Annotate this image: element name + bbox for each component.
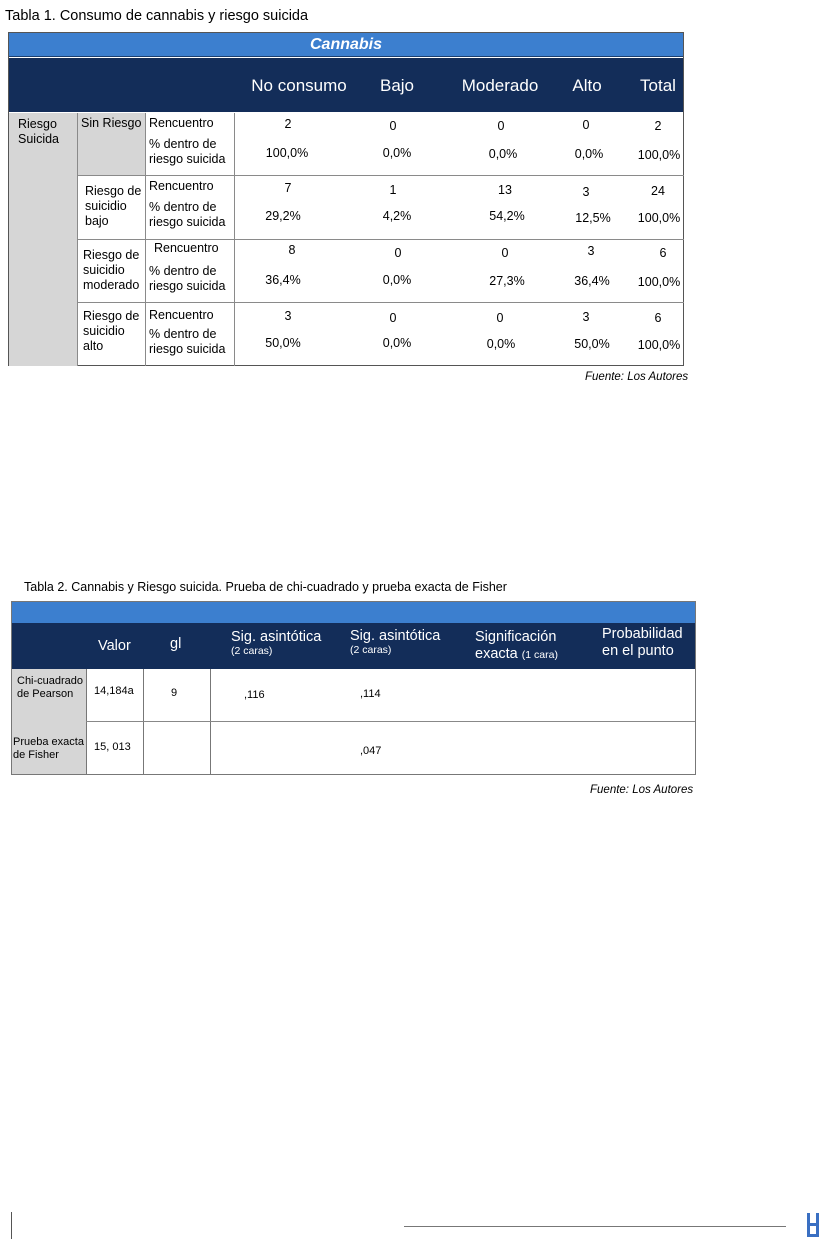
cell: 100,0% xyxy=(637,148,681,162)
cell: ,047 xyxy=(360,745,382,757)
row-label-riesgo-alto: Riesgo de suicidio alto xyxy=(83,309,140,353)
table1 xyxy=(8,32,684,366)
row-label-chi-line2: de Pearson xyxy=(17,688,74,700)
col-header-sig2-title: Sig. asintótica xyxy=(350,628,441,644)
col-header-significacion xyxy=(475,629,558,664)
measure-pct-label: % dentro de riesgo suicida xyxy=(149,137,226,166)
cell: 6 xyxy=(654,311,662,325)
col-header-signif-line2: exacta xyxy=(475,646,518,662)
col-header-sig2 xyxy=(350,628,440,656)
cell: 50,0% xyxy=(574,337,610,351)
row-group-label xyxy=(18,117,59,147)
table1-header-row xyxy=(9,58,683,112)
cell: 3 xyxy=(587,244,595,258)
row-label-riesgo-moderado: Riesgo de suicidio moderado xyxy=(83,248,140,292)
col-header-sig2-sub: (2 caras) xyxy=(350,644,392,656)
cell: 8 xyxy=(288,243,296,257)
cell: 14,184a xyxy=(94,685,134,697)
cell: 3 xyxy=(582,310,590,324)
cell: 0 xyxy=(496,311,504,325)
measure-pct-label: % dentro de riesgo suicida xyxy=(149,264,226,293)
cell: 100,0% xyxy=(637,275,681,289)
cell: 1 xyxy=(389,183,397,197)
col-header-moderado: Moderado xyxy=(461,76,539,95)
col-header-prob-line1: Probabilidad xyxy=(602,626,683,642)
cell: 54,2% xyxy=(489,209,525,223)
cell: 0 xyxy=(394,246,402,260)
table1-source: Fuente: Los Autores xyxy=(585,371,689,383)
col-header-signif-line1: Significación xyxy=(475,629,557,645)
col-header-sig1-title: Sig. asintótica xyxy=(231,629,322,645)
cell: 0 xyxy=(497,119,505,133)
logo-icon xyxy=(806,1213,820,1237)
measure-count-label: Rencuentro xyxy=(149,179,214,193)
col-header-valor: Valor xyxy=(98,638,131,654)
cell: 100,0% xyxy=(637,338,681,352)
cell: 0 xyxy=(582,118,590,132)
table2-caption: Tabla 2. Cannabis y Riesgo suicida. Prueba de chi-cuadrado y prueba exacta de Fisher xyxy=(24,580,507,594)
table1-band-title: Cannabis xyxy=(9,33,683,57)
cell: 36,4% xyxy=(574,274,610,288)
row-group-word-1: Riesgo xyxy=(18,117,57,131)
col-header-bajo: Bajo xyxy=(379,76,415,95)
measure-pct-label: % dentro de riesgo suicida xyxy=(149,327,226,356)
measure-count-label: Rencuentro xyxy=(149,116,214,130)
footer-rule xyxy=(404,1226,786,1227)
cell: 29,2% xyxy=(265,209,301,223)
cell: 100,0% xyxy=(265,146,309,160)
cell: 0,0% xyxy=(574,147,604,161)
table2-header-row xyxy=(12,623,695,669)
cell: ,114 xyxy=(360,688,381,700)
cell: 0,0% xyxy=(382,146,412,160)
cell: 3 xyxy=(582,185,590,199)
col-header-total: Total xyxy=(640,76,676,95)
cell: 27,3% xyxy=(489,274,525,288)
cell: 0,0% xyxy=(382,336,412,350)
measure-count-label: Rencuentro xyxy=(154,241,219,255)
cell: 2 xyxy=(654,119,662,133)
col-header-sig1 xyxy=(231,629,321,657)
cell: 6 xyxy=(659,246,667,260)
row-label-chi-cuadrado xyxy=(17,675,83,701)
row-label-fisher-line1: Prueba exacta xyxy=(13,736,84,748)
cell: ,116 xyxy=(244,689,265,701)
col-header-signif-sub: (1 cara) xyxy=(521,649,558,661)
cell: 7 xyxy=(284,181,292,195)
cell: 0,0% xyxy=(382,273,412,287)
row-label-fisher xyxy=(13,736,84,762)
col-header-gl: gl xyxy=(170,636,182,652)
col-header-no-consumo: No consumo xyxy=(251,76,347,95)
row-group-column xyxy=(9,113,77,366)
measure-count-label: Rencuentro xyxy=(149,308,214,322)
measure-pct-label: % dentro de riesgo suicida xyxy=(149,200,226,229)
row-label-fisher-line2: de Fisher xyxy=(13,749,59,761)
col-header-prob-line2: en el punto xyxy=(602,643,674,659)
cell: 9 xyxy=(171,687,178,699)
cell: 2 xyxy=(284,117,292,131)
row-label-sin-riesgo: Sin Riesgo xyxy=(81,116,142,130)
table2 xyxy=(11,601,696,775)
footer-left-rule xyxy=(11,1212,12,1239)
cell: 100,0% xyxy=(637,211,681,225)
cell: 3 xyxy=(284,309,292,323)
cell: 13 xyxy=(498,183,512,197)
row-group-word-2: Suicida xyxy=(18,132,59,146)
table2-source: Fuente: Los Autores xyxy=(590,784,694,796)
cell: 0 xyxy=(389,311,397,325)
row-label-riesgo-bajo: Riesgo de suicidio bajo xyxy=(85,184,142,228)
cell: 50,0% xyxy=(265,336,301,350)
table1-caption: Tabla 1. Consumo de cannabis y riesgo suicida xyxy=(5,8,309,24)
table2-band xyxy=(12,602,695,623)
cell: 15, 013 xyxy=(94,741,131,753)
col-header-alto: Alto xyxy=(572,76,602,95)
row-label-chi-line1: Chi-cuadrado xyxy=(17,675,84,687)
cell: 0,0% xyxy=(486,337,516,351)
cell: 0,0% xyxy=(488,147,518,161)
cell: 4,2% xyxy=(382,209,412,223)
col-header-probabilidad xyxy=(602,626,683,660)
col-header-sig1-sub: (2 caras) xyxy=(231,645,273,657)
cell: 36,4% xyxy=(265,273,301,287)
cell: 0 xyxy=(389,119,397,133)
cell: 0 xyxy=(501,246,509,260)
cell: 24 xyxy=(651,184,665,198)
cell: 12,5% xyxy=(575,211,611,225)
